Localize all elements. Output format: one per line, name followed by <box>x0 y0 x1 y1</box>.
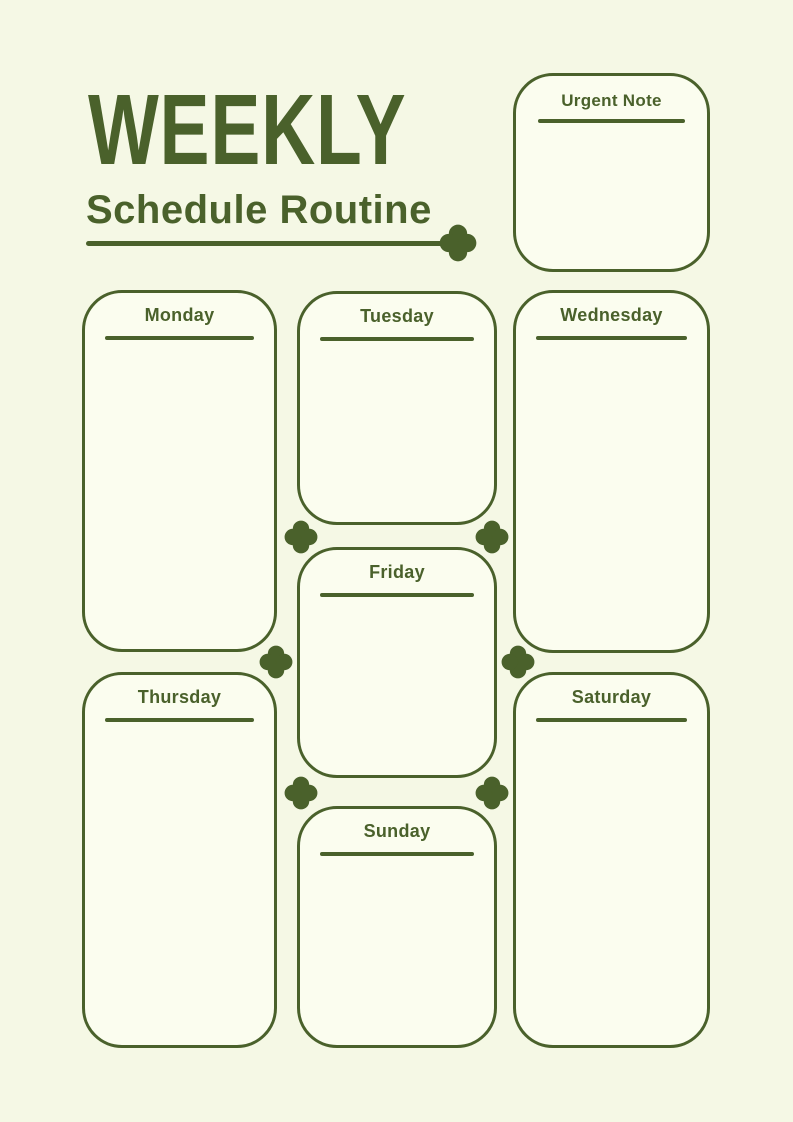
clover-icon <box>284 776 318 810</box>
note-area-friday[interactable] <box>300 597 494 775</box>
note-area-wednesday[interactable] <box>516 340 707 650</box>
clover-icon <box>475 776 509 810</box>
note-area-saturday[interactable] <box>516 722 707 1045</box>
clover-icon <box>259 645 293 679</box>
urgent-note-title: Urgent Note <box>561 91 662 110</box>
day-card-wednesday[interactable] <box>513 290 710 653</box>
day-card-monday[interactable] <box>82 290 277 652</box>
note-area-monday[interactable] <box>85 340 274 649</box>
day-label-monday: Monday <box>144 305 215 325</box>
clover-icon <box>475 520 509 554</box>
note-area-sunday[interactable] <box>300 856 494 1045</box>
clover-icon <box>439 224 477 262</box>
page-subtitle: Schedule Routine <box>86 188 432 232</box>
day-label-tuesday: Tuesday <box>360 306 434 326</box>
urgent-note-area[interactable] <box>516 123 707 269</box>
urgent-note-card[interactable] <box>513 73 710 272</box>
day-card-saturday[interactable] <box>513 672 710 1048</box>
day-label-thursday: Thursday <box>137 687 222 707</box>
clover-icon <box>501 645 535 679</box>
header-divider <box>86 241 446 246</box>
day-label-saturday: Saturday <box>571 687 652 707</box>
page-title: WEEKLY <box>88 74 407 186</box>
day-label-friday: Friday <box>369 562 425 582</box>
day-card-thursday[interactable] <box>82 672 277 1048</box>
day-label-wednesday: Wednesday <box>560 305 663 325</box>
day-card-friday[interactable] <box>297 547 497 778</box>
day-card-tuesday[interactable] <box>297 291 497 525</box>
note-area-tuesday[interactable] <box>300 341 494 522</box>
day-card-sunday[interactable] <box>297 806 497 1048</box>
note-area-thursday[interactable] <box>85 722 274 1045</box>
clover-icon <box>284 520 318 554</box>
day-label-sunday: Sunday <box>363 821 431 841</box>
